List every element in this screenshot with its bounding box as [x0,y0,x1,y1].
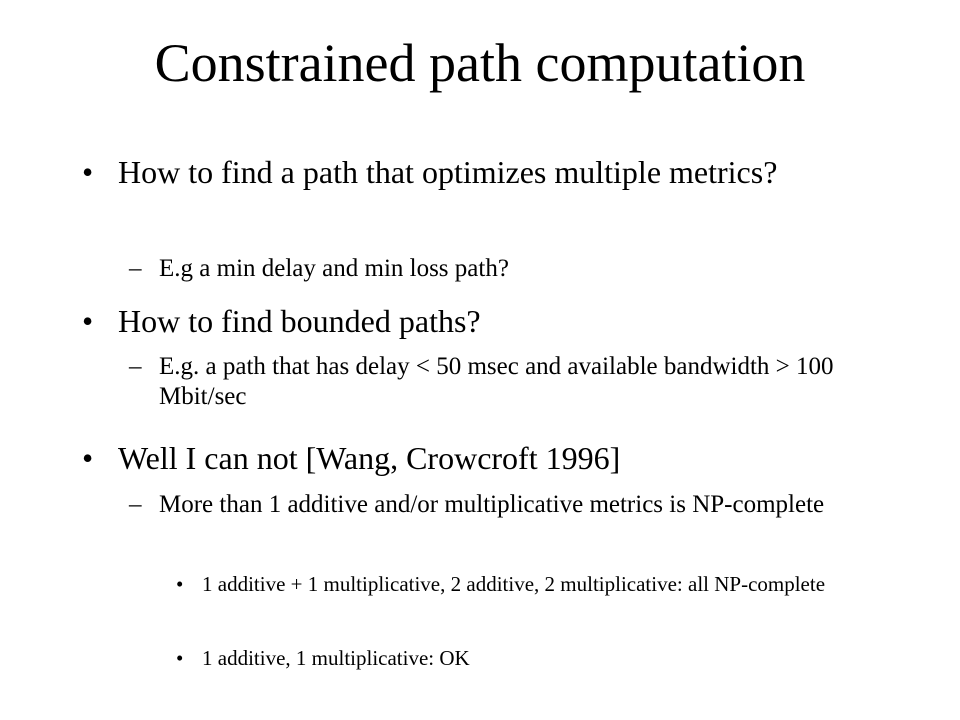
sub-bullet-item [129,490,849,520]
sub-bullet-text: E.g a min delay and min loss path? [159,255,509,282]
sub-bullet-item [129,352,849,412]
sub-sub-bullet-item [176,646,856,671]
bullet-item [82,154,862,191]
sub-sub-bullet-text: 1 additive, 1 multiplicative: OK [202,646,470,670]
sub-sub-bullet-text: 1 additive + 1 multiplicative, 2 additive, 2 multiplicative: all NP-complete [202,572,826,596]
bullet-marker: • [176,646,184,670]
bullet-item [82,303,862,340]
bullet-item [82,440,862,477]
dash-marker: – [129,353,142,380]
dash-marker: – [129,255,142,282]
sub-bullet-item [129,254,849,284]
bullet-text: Well I can not [Wang, Crowcroft 1996] [118,440,621,476]
sub-bullet-text: E.g. a path that has delay < 50 msec and available bandwidth > 100 Mbit/sec [159,353,834,410]
bullet-marker: • [82,440,94,476]
bullet-marker: • [176,572,184,596]
bullet-marker: • [82,154,94,190]
sub-bullet-text: More than 1 additive and/or multiplicative metrics is NP-complete [159,491,825,518]
slide-title: Constrained path computation [154,33,806,93]
bullet-marker: • [82,303,94,339]
bullet-text: How to find a path that optimizes multiple metrics? [118,154,778,190]
sub-sub-bullet-item [176,572,856,597]
bullet-text: How to find bounded paths? [118,303,481,339]
dash-marker: – [129,491,142,518]
